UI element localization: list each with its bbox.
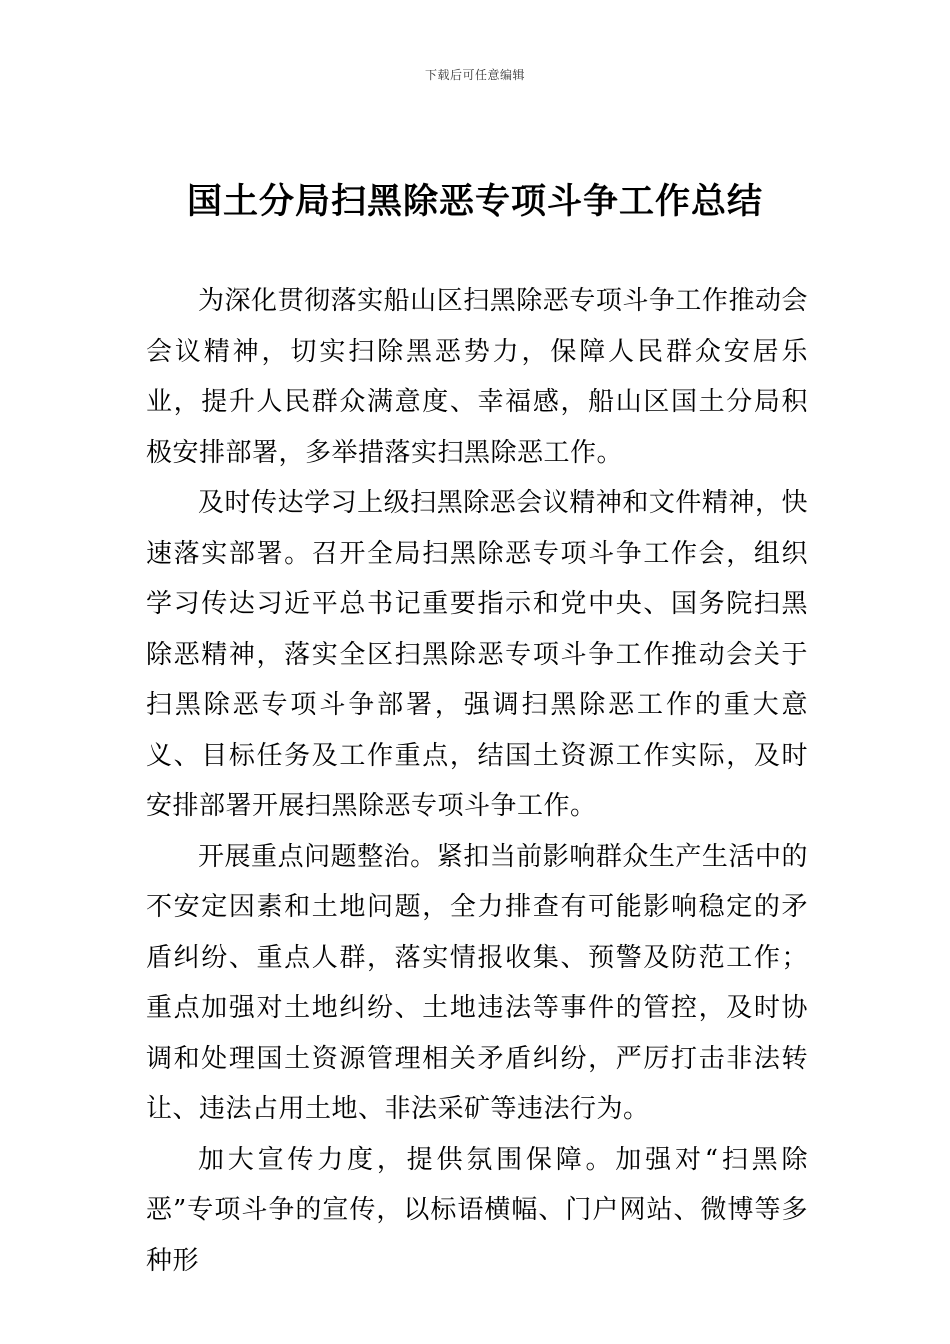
paragraph-3: 开展重点问题整治。紧扣当前影响群众生产生活中的不安定因素和土地问题，全力排查有可能影响稳定的矛盾纠纷、重点人群，落实情报收集、预警及防范工作；重点加强对土地纠纷、土地违法等事件的管控，及时协调和处理国土资源管理相关矛盾纠纷，严厉打击非法转让、违法占用土地、非法采矿等违法行为。: [146, 841, 808, 1124]
document-title: 国土分局扫黑除恶专项斗争工作总结: [186, 182, 763, 222]
document-body: [146, 276, 808, 1286]
paragraph-4: 加大宣传力度，提供氛围保障。加强对“扫黑除恶”专项斗争的宣传，以标语横幅、门户网站、微博等多种形: [146, 1144, 808, 1276]
header-note: 下载后可任意编辑: [424, 68, 525, 82]
paragraph-1: 为深化贯彻落实船山区扫黑除恶专项斗争工作推动会会议精神，切实扫除黑恶势力，保障人民群众安居乐业，提升人民群众满意度、幸福感，船山区国土分局积极安排部署，多举措落实扫黑除恶工作。: [146, 286, 808, 468]
paragraph-2: 及时传达学习上级扫黑除恶会议精神和文件精神，快速落实部署。召开全局扫黑除恶专项斗争工作会，组织学习传达习近平总书记重要指示和党中央、国务院扫黑除恶精神，落实全区扫黑除恶专项斗争工作推动会关于扫黑除恶专项斗争部署，强调扫黑除恶工作的重大意义、目标任务及工作重点，结国土资源工作实际，及时安排部署开展扫黑除恶专项斗争工作。: [146, 488, 808, 821]
